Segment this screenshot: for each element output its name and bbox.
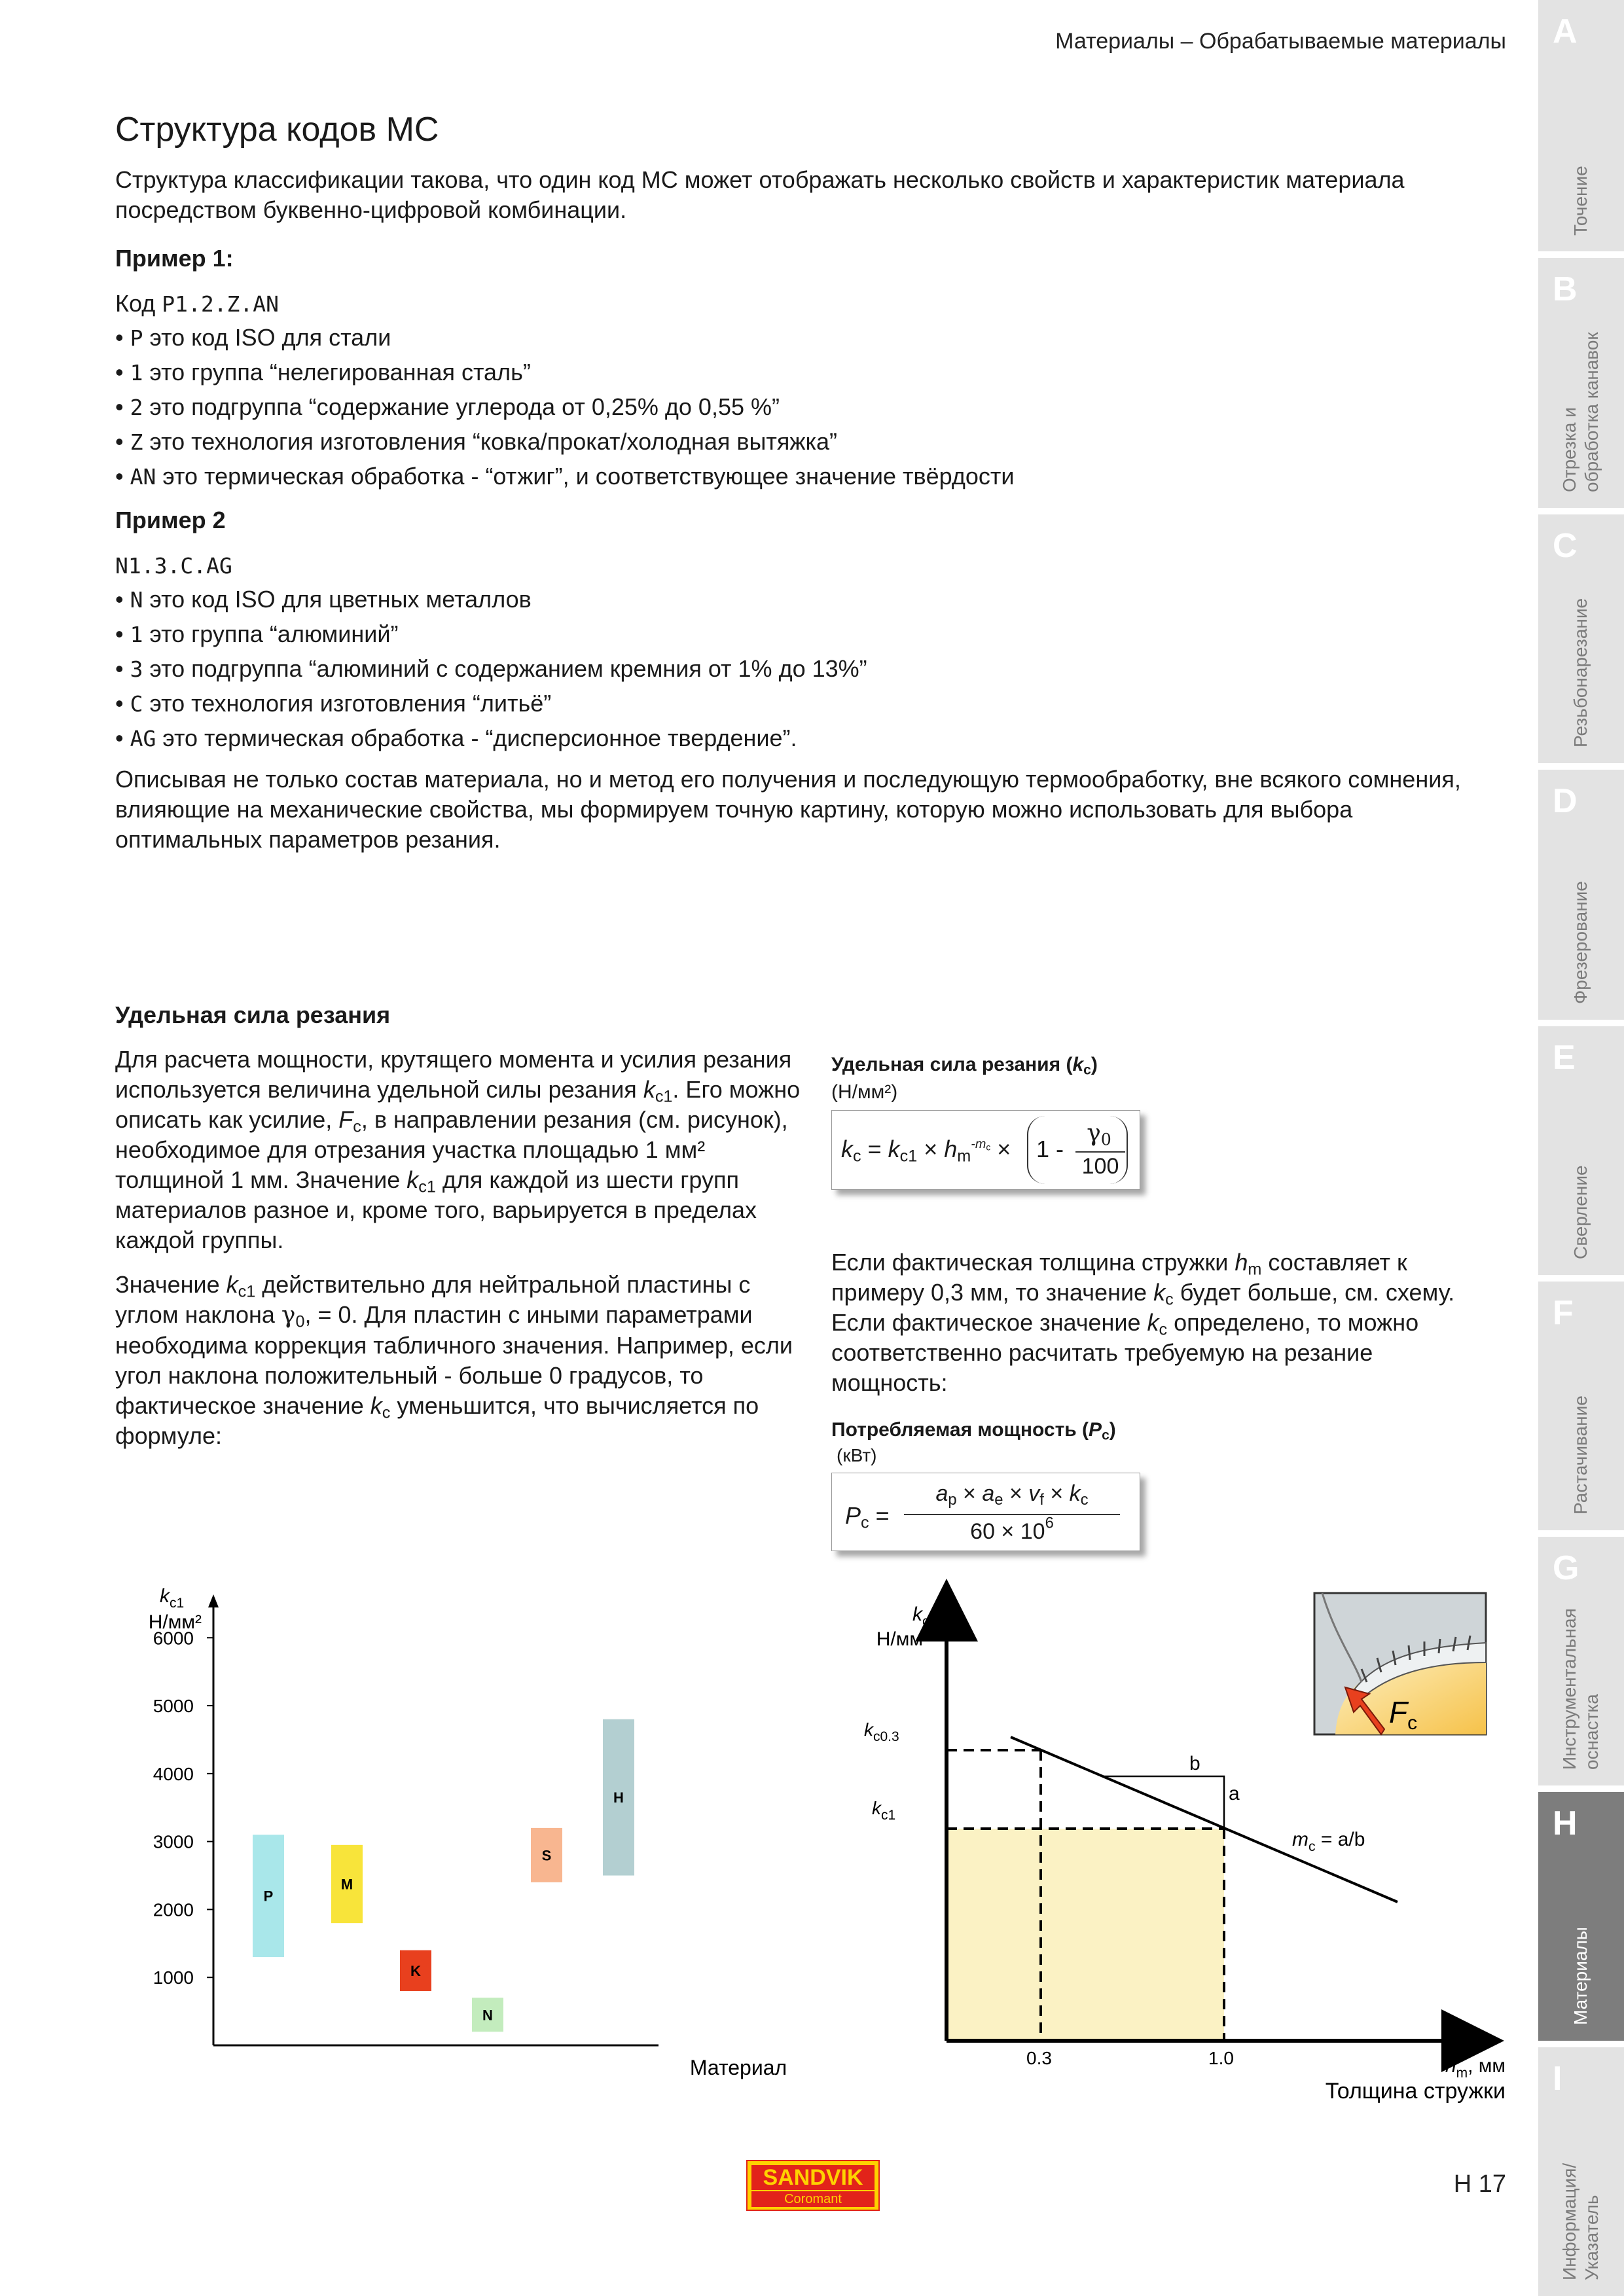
formula1-fraction-bar (1075, 1151, 1125, 1153)
formula1-numerator: $\gamma_0$ (1087, 1120, 1111, 1149)
conclusion-paragraph: Описывая не только состав материала, но и метод его получения и последующую термообработку, вне всякого сомнения, влияющие на механические свойства, мы формируем точную картину, которую можно использовать для выбора оптимальных параметров резания. (115, 766, 1461, 853)
list-item: • AN это термическая обработка - “отжиг”, и соответствующее значение твёрдости (115, 463, 1015, 490)
formula2-denominator: $60 \times 10^6$ (970, 1514, 1054, 1544)
kc-hm-chart (838, 1584, 1525, 2121)
range-bar-label: N (482, 2007, 493, 2024)
side-tab-label: Инструментальная оснастка (1559, 1608, 1602, 1770)
range-bar-label: S (541, 1847, 552, 1864)
range-bar-label: M (340, 1876, 353, 1893)
list-item: • N это код ISO для цветных металлов (115, 586, 532, 613)
kc1-paragraph: Для расчета мощности, крутящего момента и усилия резания используется величина удельной силы резания $k_{c1}$. Его можно описать как усилие, $F_c$, в направлении резания (см. рисунок), необходимое для отрезания участка площадью 1 мм² толщиной 1 мм. Значение $k_{c1}$ для каждой из шести групп материалов разное и, кроме того, варьируется в пределах каждой группы. (115, 1046, 801, 1253)
inset-force-label: $F_c$ (1389, 1695, 1418, 1734)
side-tab-letter: A (1553, 12, 1578, 50)
y-tick-label: 4000 (153, 1763, 194, 1784)
range-bar-label: P (263, 1888, 274, 1905)
side-tab-letter: E (1553, 1039, 1576, 1077)
x-axis-label: Толщина стружки (1325, 2079, 1506, 2104)
list-item: • 3 это подгруппа “алюминий с содержанием кремния от 1% до 13%” (115, 655, 867, 682)
x-axis-label: Материал (689, 2056, 787, 2079)
example2-code: N1.3.C.AG (115, 553, 232, 579)
kc-axis-unit: Н/мм² (876, 1628, 929, 1650)
side-tab-i[interactable] (1538, 2047, 1624, 2296)
y-tick-label: 2000 (153, 1899, 194, 1920)
range-bar-label: H (613, 1789, 624, 1806)
running-header: Материалы – Обрабатываемые материалы (1055, 29, 1506, 54)
formula1-box (831, 1110, 1140, 1190)
side-tab-label: Точение (1570, 166, 1591, 236)
side-tab-letter: G (1553, 1549, 1579, 1587)
list-item: • C это технология изготовления “литьё” (115, 690, 552, 717)
section2-title: Удельная сила резания (115, 1001, 391, 1028)
cutting-inset-image (1314, 1593, 1486, 1734)
side-tab-label: Резьбонарезание (1570, 598, 1591, 747)
list-item: • 1 это группа “нелегированная сталь” (115, 359, 531, 386)
list-item: • P это код ISO для стали (115, 324, 391, 351)
formula2-caption: Потребляемая мощность $(P_c)$ (831, 1419, 1116, 1443)
side-tab-label: Материалы (1570, 1927, 1591, 2025)
example1-code: P1.2.Z.AN (162, 291, 280, 317)
side-tab-label: Фрезерование (1570, 881, 1591, 1004)
example1-heading: Пример 1: (115, 245, 234, 272)
y-axis-symbol: $k_{c1}$ (160, 1585, 185, 1611)
side-tab-d[interactable] (1538, 770, 1624, 1020)
formula1-expression: $k_c = k_{c1} \times h_m^{-m_c}$ × (841, 1136, 1011, 1166)
side-tab-c[interactable] (1538, 514, 1624, 763)
rake-angle-paragraph: Значение $k_{c1}$ действительно для нейтральной пластины с углом наклона $\gamma_0$, = 0. Для пластин с иными параметрами необходима коррекция табличного значения. Например, если угол наклона положительный - больше 0 градусов, то фактическое значение $k_c$ уменьшится, что вычисляется по формуле: (115, 1271, 793, 1449)
kc1-label: $k_{c1}$ (872, 1798, 896, 1823)
triangle-b: b (1189, 1753, 1200, 1774)
side-tab-e[interactable] (1538, 1026, 1624, 1275)
y-axis-unit: Н/мм² (148, 1611, 202, 1633)
list-item: • AG это термическая обработка - “дисперсионное твердение”. (115, 725, 797, 751)
triangle-a: a (1229, 1783, 1240, 1804)
formula1-denominator: 100 (1081, 1154, 1119, 1179)
formula2-numerator: $a_p \times a_e \times v_f \times k_c$ (935, 1481, 1089, 1509)
side-tab-label: Растачивание (1570, 1395, 1591, 1515)
side-tab-label: Сверление (1570, 1165, 1591, 1259)
formula1-unit: (Н/мм²) (831, 1081, 898, 1103)
list-item: • 1 это группа “алюминий” (115, 620, 399, 647)
formula2-lhs: $P_c$ = (845, 1502, 890, 1532)
logo-wordmark: SANDVIK (751, 2165, 875, 2190)
kc1-area (947, 1829, 1224, 2041)
example1-list (115, 321, 1015, 494)
range-bar-label: K (410, 1962, 421, 1979)
example2-code-line (115, 548, 232, 583)
side-tab-letter: C (1553, 527, 1578, 565)
example2-list (115, 583, 867, 756)
side-tab-label: Отрезка и обработка канавок (1559, 332, 1602, 492)
kc03-label: $k_{c0.3}$ (864, 1719, 899, 1744)
chip-thickness-paragraph: Если фактическая толщина стружки $h_m$ составляет к примеру 0,3 мм, то значение $k_c$ будет больше, см. схему. Если фактическое значение $k_c$ определено, то можно соответственно расчитать требуемую на резание мощность: (831, 1249, 1455, 1396)
intro-paragraph: Структура классификации такова, что один код МС может отображать несколько свойств и характеристик материала посредством буквенно-цифровой комбинации. (115, 166, 1405, 223)
side-tab-h[interactable] (1538, 1792, 1624, 2041)
y-tick-label: 6000 (153, 1628, 194, 1649)
side-tab-f[interactable] (1538, 1282, 1624, 1530)
side-tab-letter: B (1553, 270, 1578, 308)
side-tab-letter: D (1553, 782, 1578, 820)
side-tab-b[interactable] (1538, 258, 1624, 508)
sandvik-logo (746, 2160, 880, 2211)
x-tick-03: 0.3 (1026, 2048, 1052, 2068)
code-prefix: Код (115, 290, 162, 317)
x-tick-10: 1.0 (1208, 2048, 1234, 2068)
formula1-caption: Удельная сила резания $(k_c)$ (831, 1054, 1098, 1078)
side-tab-letter: H (1553, 1804, 1578, 1842)
list-item: • Z это технология изготовления “ковка/прокат/холодная вытяжка” (115, 428, 838, 455)
side-tab-letter: F (1553, 1294, 1574, 1332)
formula2-box (831, 1473, 1140, 1551)
y-tick-label: 1000 (153, 1967, 194, 1988)
x-axis-symbol: $h_m$, мм (1445, 2055, 1506, 2081)
side-tab-letter: I (1553, 2060, 1562, 2098)
formula2-fraction-bar (904, 1514, 1120, 1515)
list-item: • 2 это подгруппа “содержание углерода от 0,25% до 0,55 %” (115, 393, 780, 420)
page-number: H 17 (1453, 2170, 1506, 2198)
example1-code-line (115, 287, 279, 321)
example2-heading: Пример 2 (115, 507, 226, 533)
logo-subline: Coromant (751, 2191, 875, 2207)
formula1-one-minus: 1 - (1036, 1136, 1064, 1162)
formula2-unit: (кВт) (837, 1445, 877, 1465)
page-title: Структура кодов МС (115, 111, 439, 149)
kc1-range-chart (115, 1577, 787, 2094)
side-tab-g[interactable] (1538, 1537, 1624, 1785)
slope-label: $m_c = a/b$ (1292, 1829, 1365, 1854)
kc-axis-symbol: $k_c$ (912, 1604, 929, 1629)
y-tick-label: 3000 (153, 1831, 194, 1852)
y-tick-label: 5000 (153, 1696, 194, 1717)
y-axis-arrow (208, 1594, 219, 1607)
side-tab-label: Информация/ Указатель (1559, 2162, 1602, 2280)
side-tab-a[interactable] (1538, 0, 1624, 251)
